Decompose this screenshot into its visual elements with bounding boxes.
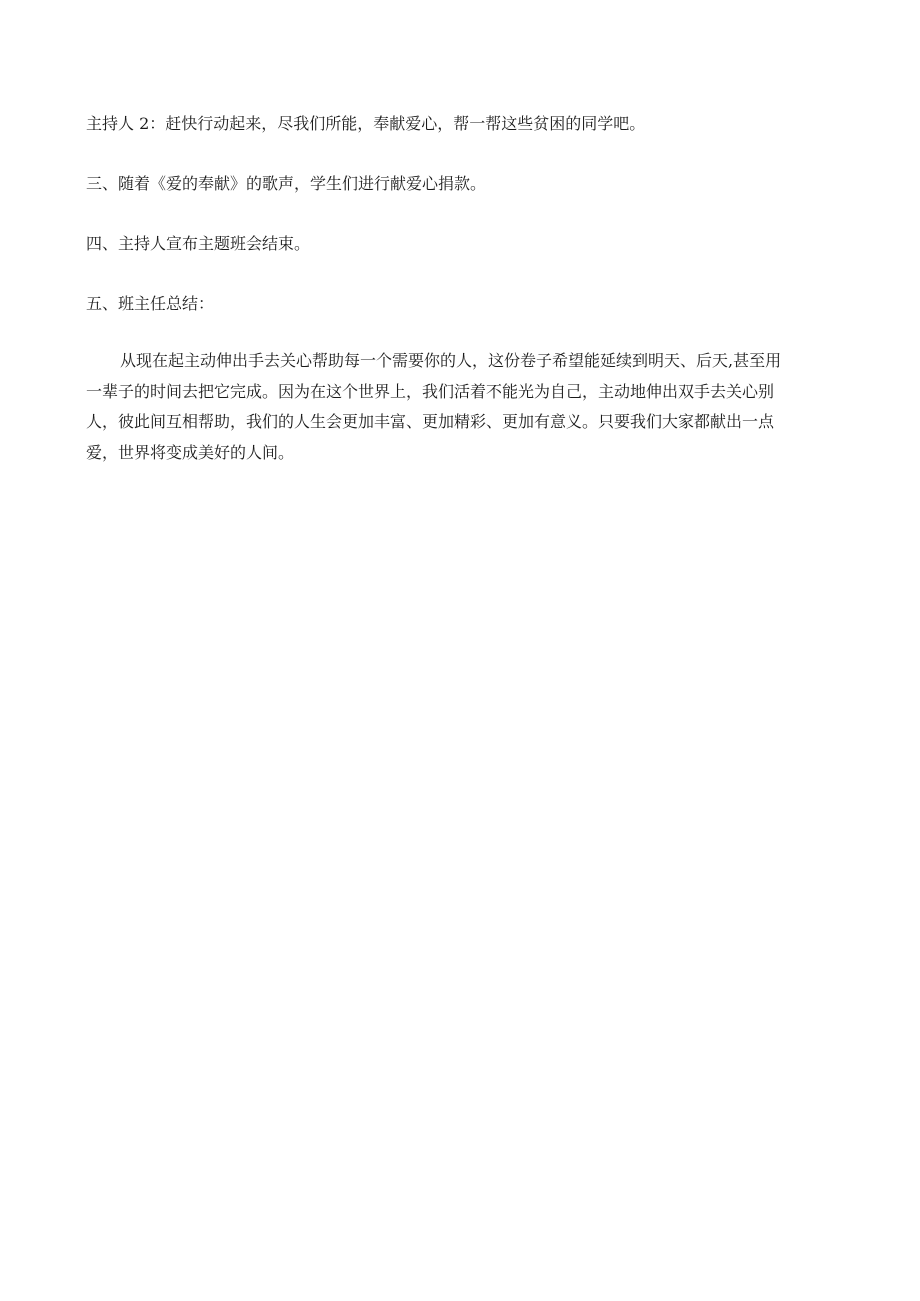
section-five-heading: 五、班主任总结：: [86, 294, 215, 313]
summary-line-1: 从现在起主动伸出手去关心帮助每一个需要你的人，这份卷子希望能延续到明天、后天,甚至用: [120, 351, 782, 370]
teacher-summary-paragraph: [86, 346, 834, 468]
summary-line-2: 一辈子的时间去把它完成。因为在这个世界上，我们活着不能光为自己，主动地伸出双手去关心别: [86, 381, 775, 401]
summary-line-3: 人，彼此间互相帮助，我们的人生会更加丰富、更加精彩、更加有意义。只要我们大家都献出一点: [86, 412, 775, 431]
host-2-line: 主持人 2：赶快行动起来，尽我们所能，奉献爱心，帮一帮这些贫困的同学吧。: [86, 114, 646, 133]
summary-line-4: 爱，世界将变成美好的人间。: [86, 442, 295, 462]
section-three-line: 三、随着《爱的奉献》的歌声，学生们进行献爱心捐款。: [86, 174, 487, 193]
section-four-line: 四、主持人宣布主题班会结束。: [86, 234, 311, 253]
